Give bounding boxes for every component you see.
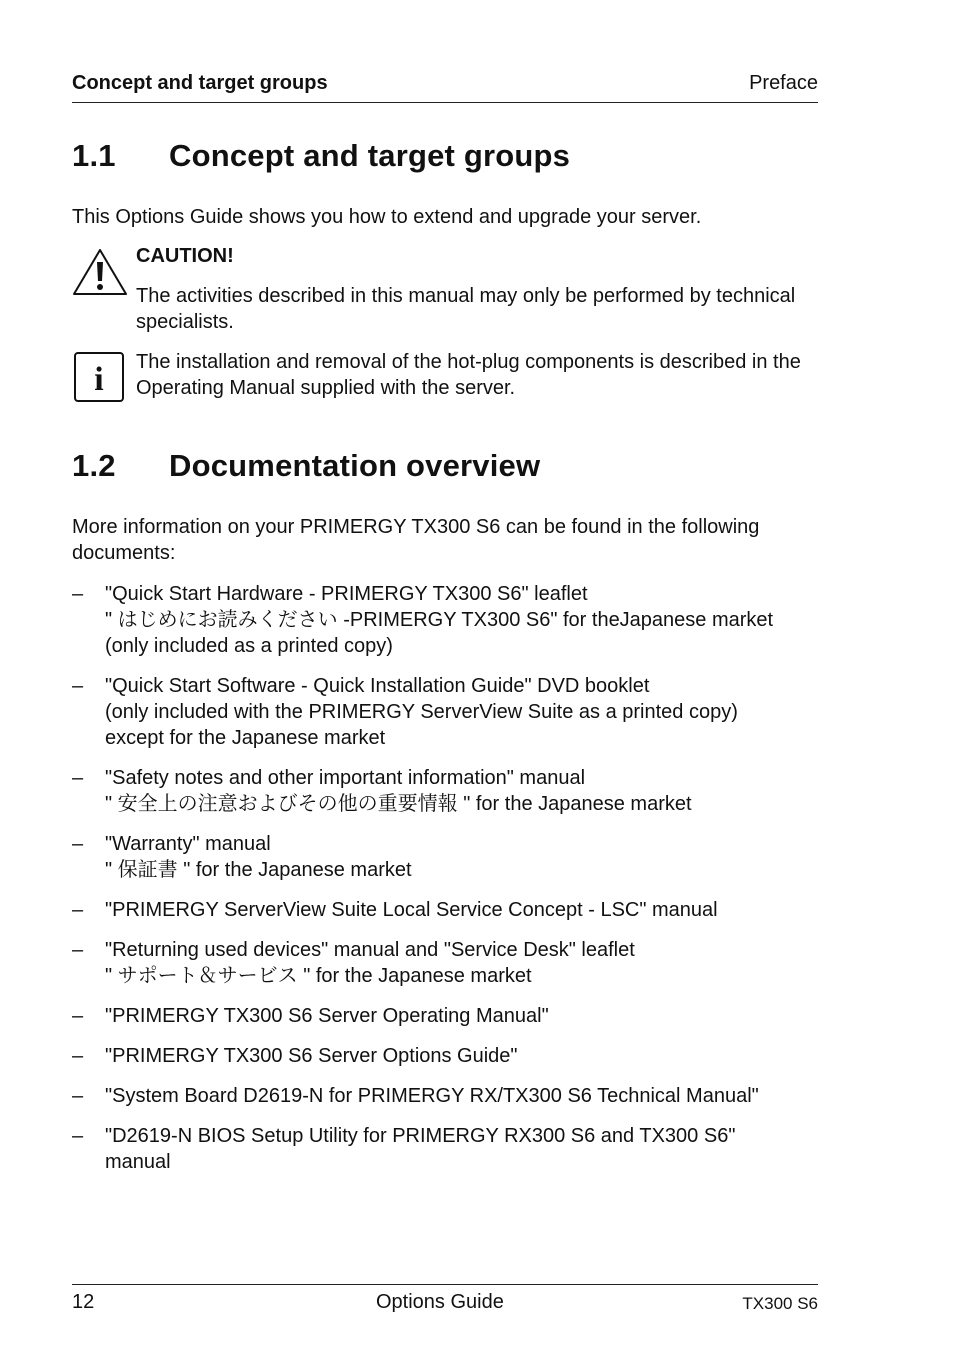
footer-guide-title: Options Guide (376, 1291, 504, 1313)
list-dash: – (72, 675, 84, 697)
list-item-line: except for the Japanese market (105, 727, 386, 749)
page-header (72, 70, 818, 103)
list-item-line: " はじめにお読みください -PRIMERGY TX300 S6" for theJapanese market (105, 609, 774, 631)
list-item (72, 1043, 832, 1069)
info-icon (74, 352, 124, 402)
list-item-line: "Returning used devices" manual and "Service Desk" leaflet (105, 939, 635, 961)
list-item (72, 897, 832, 923)
caution-text: The activities described in this manual may only be performed by technical specialists. (136, 285, 796, 333)
section-number: 1.2 (72, 448, 116, 483)
list-dash: – (72, 1045, 84, 1067)
list-item (72, 1003, 832, 1029)
caution-title: CAUTION! (136, 245, 234, 267)
list-item-line: " 安全上の注意およびその他の重要情報 " for the Japanese market (105, 793, 692, 815)
list-item (72, 765, 832, 817)
list-item-line: "Safety notes and other important information" manual (105, 767, 586, 789)
list-dash: – (72, 939, 84, 961)
list-item (72, 937, 832, 989)
svg-text:i: i (94, 361, 104, 398)
list-item-line: " 保証書 " for the Japanese market (105, 859, 412, 881)
list-item (72, 831, 832, 883)
page-footer (72, 1284, 818, 1325)
list-item-line: "Quick Start Software - Quick Installation Guide" DVD booklet (105, 675, 650, 697)
list-dash: – (72, 1085, 84, 1107)
section-intro: More information on your PRIMERGY TX300 S6 can be found in the following documents: (72, 516, 760, 564)
list-dash: – (72, 1005, 84, 1027)
list-item-line: manual (105, 1151, 171, 1173)
document-list (72, 581, 832, 1189)
section-title: Concept and target groups (169, 138, 571, 173)
list-dash: – (72, 583, 84, 605)
list-dash: – (72, 767, 84, 789)
list-item-line: " サポート＆サービス " for the Japanese market (105, 965, 532, 987)
list-item-line: (only included with the PRIMERGY ServerView Suite as a printed copy) (105, 701, 738, 723)
list-dash: – (72, 833, 84, 855)
list-item (72, 673, 832, 751)
info-text: The installation and removal of the hot-plug components is described in the Operating Manual supplied with the server. (136, 351, 801, 399)
section-intro: This Options Guide shows you how to extend and upgrade your server. (72, 206, 702, 228)
header-chapter-title: Concept and target groups (72, 72, 328, 94)
list-item-line: (only included as a printed copy) (105, 635, 393, 657)
list-dash: – (72, 899, 84, 921)
list-dash: – (72, 1125, 84, 1147)
list-item (72, 1123, 832, 1175)
list-item-line: "Warranty" manual (105, 833, 271, 855)
list-item-line: "PRIMERGY TX300 S6 Server Options Guide" (105, 1045, 518, 1067)
header-section-name: Preface (749, 72, 818, 94)
section-number: 1.1 (72, 138, 116, 173)
page-number: 12 (72, 1291, 95, 1313)
list-item-line: "PRIMERGY TX300 S6 Server Operating Manual" (105, 1005, 549, 1027)
warning-icon (72, 248, 128, 298)
list-item-line: "D2619-N BIOS Setup Utility for PRIMERGY RX300 S6 and TX300 S6" (105, 1125, 736, 1147)
list-item (72, 1083, 832, 1109)
list-item-line: "PRIMERGY ServerView Suite Local Service Concept - LSC" manual (105, 899, 718, 921)
list-item-line: "Quick Start Hardware - PRIMERGY TX300 S6" leaflet (105, 583, 588, 605)
section-title: Documentation overview (169, 448, 541, 483)
caution-block (136, 243, 826, 335)
list-item-line: "System Board D2619-N for PRIMERGY RX/TX300 S6 Technical Manual" (105, 1085, 759, 1107)
list-item (72, 581, 832, 659)
footer-model: TX300 S6 (742, 1294, 818, 1313)
